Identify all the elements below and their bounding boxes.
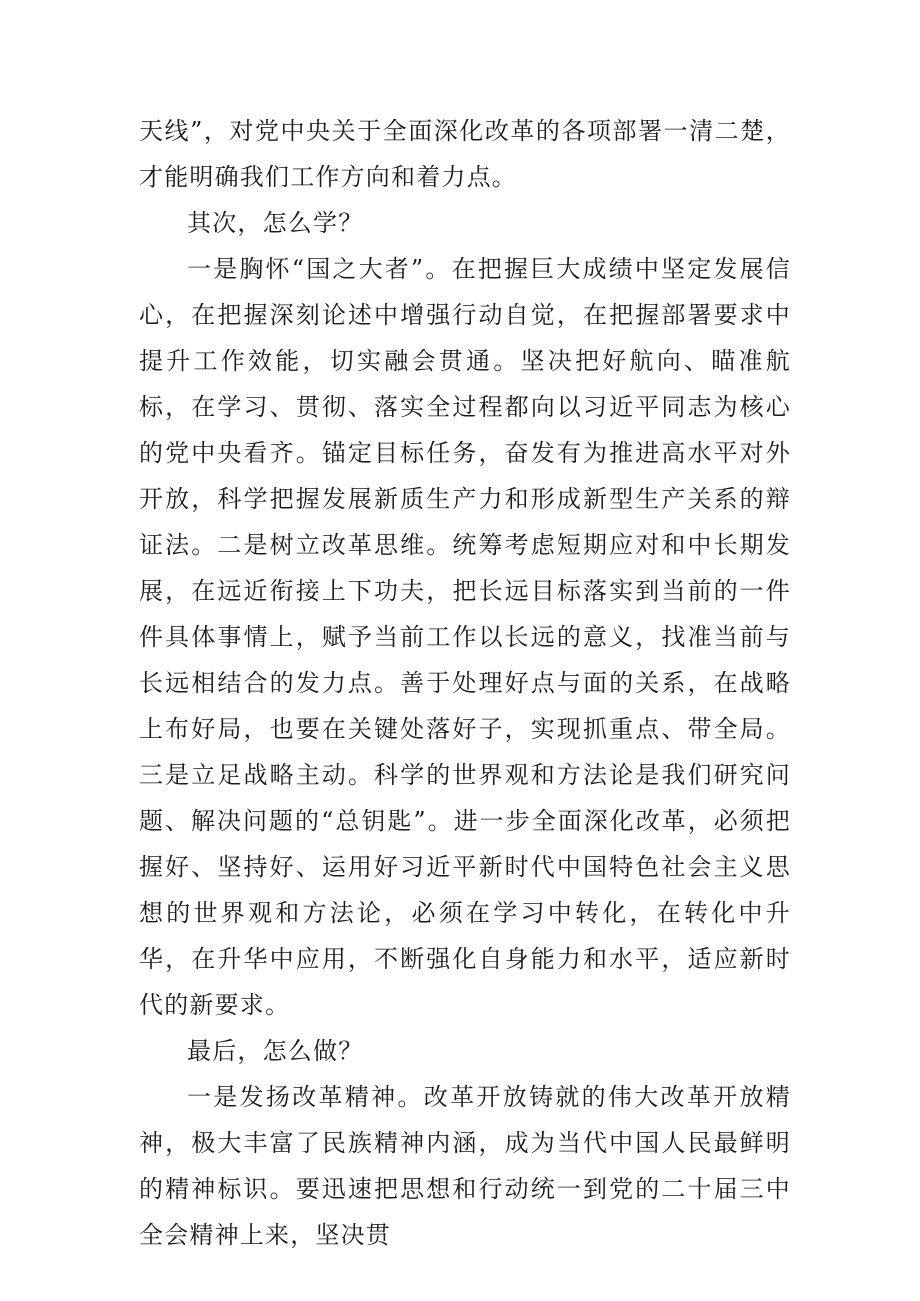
paragraph-continuation: 天线”，对党中央关于全面深化改革的各项部署一清二楚，才能明确我们工作方向和着力点。 [139,117,791,191]
heading-how-to-do: 最后，怎么做？ [187,1037,364,1065]
body-text [139,108,791,1258]
paragraph-action-points: 一是发扬改革精神。改革开放铸就的伟大改革开放精神，极大丰富了民族精神内涵，成为当代中国人民最鲜明的精神标识。要迅速把思想和行动统一到党的二十届三中全会精神上来，坚决贯 [139,1083,791,1249]
heading-how-to-learn: 其次，怎么学？ [187,209,364,237]
paragraph-learning-points: 一是胸怀“国之大者”。在把握巨大成绩中坚定发展信心，在把握深刻论述中增强行动自觉，在把握部署要求中提升工作效能，切实融会贯通。坚决把好航向、瞄准航标，在学习、贯彻、落实全过程都向以习近平同志为核心的党中央看齐。锚定目标任务，奋发有为推进高水平对外开放，科学把握发展新质生产力和形成新型生产关系的辩证法。二是树立改革思维。统筹考虑短期应对和中长期发展，在远近衔接上下功夫，把长远目标落实到当前的一件件具体事情上，赋予当前工作以长远的意义，找准当前与长远相结合的发力点。善于处理好点与面的关系，在战略上布好局，也要在关键处落好子，实现抓重点、带全局。三是立足战略主动。科学的世界观和方法论是我们研究问题、解决问题的“总钥匙”。进一步全面深化改革，必须把握好、坚持好、运用好习近平新时代中国特色社会主义思想的世界观和方法论，必须在学习中转化，在转化中升华，在升华中应用，不断强化自身能力和水平，适应新时代的新要求。 [139,255,791,1019]
